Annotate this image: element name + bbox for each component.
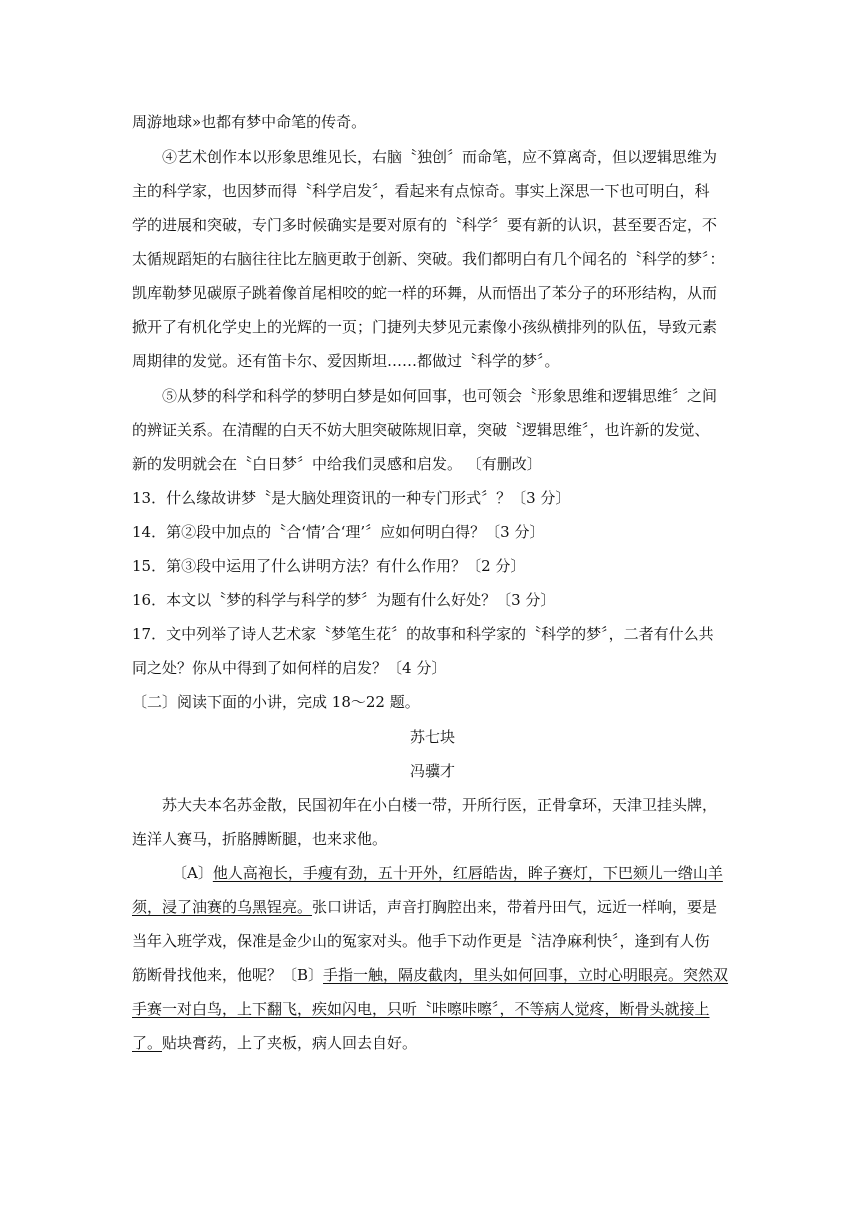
underlined-passage-a: 他人高袍长，手瘦有劲，五十开外，红唇皓齿，眸子赛灯，下巴颏儿一绺山羊 — [212, 864, 723, 882]
paragraph-4-line-7: 周期律的发觉。还有笛卡尔、爱因斯坦……都做过〝科学的梦〞。 — [132, 352, 560, 370]
paragraph-4-line-6: 掀开了有机化学史上的光辉的一页；门捷列夫梦见元素像小孩纵横排列的队伍，导致元素 — [132, 318, 718, 336]
question-13: 13．什么缘故讲梦〝是大脑处理资讯的一种专门形式〞？〔3 分〕 — [132, 489, 571, 507]
story-title: 苏七块 — [409, 728, 455, 746]
story-paragraph-2-line-5 — [132, 999, 710, 1019]
marker-b: 筋断骨找他来，他呢？〔B〕 — [132, 966, 324, 984]
paragraph-4-line-2: 主的科学家，也因梦而得〝科学启发〞，看起来有点惊奇。事实上深思一下也可明白，科 — [132, 182, 710, 200]
paragraph-4-line-4: 太循规蹈矩的右脑往往比左脑更敢于创新、突破。我们都明白有几个闻名的〝科学的梦〞： — [132, 250, 725, 268]
paragraph-5-line-1: ⑤从梦的科学和科学的梦明白梦是如何回事，也可领会〝形象思维和逻辑思维〞之间 — [162, 387, 718, 405]
underlined-passage-b: 手指一触，隔皮截肉，里头如何回事，立时心明眼亮。突然双 — [323, 966, 729, 984]
story-paragraph-2-line-4 — [132, 965, 728, 985]
story-paragraph-2-line-6 — [132, 1033, 417, 1053]
question-17-line-1: 17．文中列举了诗人艺术家〝梦笔生花〞的故事和科学家的〝科学的梦〞，二者有什么共 — [132, 625, 714, 643]
paragraph-5-line-3: 新的发明就会在〝白日梦〞中给我们灵感和启发。 〔有删改〕 — [132, 455, 542, 473]
story-paragraph-1-line-1: 苏大夫本名苏金散，民国初年在小白楼一带，开所行医，正骨拿环，天津卫挂头牌， — [162, 796, 718, 814]
story-paragraph-2-line-2 — [132, 897, 717, 917]
story-author: 冯骥才 — [409, 762, 455, 780]
question-16: 16．本文以〝梦的科学与科学的梦〞为题有什么好处？〔3 分〕 — [132, 591, 556, 609]
section-2-intro: 〔二〕阅读下面的小讲，完成 18～22 题。 — [132, 693, 420, 711]
question-15: 15．第③段中运用了什么讲明方法？有什么作用？〔2 分〕 — [132, 557, 526, 575]
paragraph-4-line-3: 学的进展和突破，专门多时候确实是要对原有的〝科学〞要有新的认识，甚至要否定，不 — [132, 216, 718, 234]
paragraph-3-end: 周游地球»也都有梦中命笔的传奇。 — [132, 113, 367, 131]
story-text: 贴块膏药，上了夹板，病人回去自好。 — [162, 1034, 418, 1052]
story-text: 张口讲话，声音打胸腔出来，带着丹田气，远近一样响，要是 — [312, 898, 718, 916]
underlined-passage-b-middle: 手赛一对白鸟，上下翻飞，疾如闪电，只听〝咔嚓咔嚓〞，不等病人觉疼，断骨头就接上 — [132, 1000, 710, 1018]
story-paragraph-2-line-3: 当年入班学戏，保准是金少山的冤家对头。他手下动作更是〝洁净麻利快〞，逢到有人伤 — [132, 932, 710, 950]
paragraph-4-line-5: 凯库勒梦见碳原子跳着像首尾相咬的蛇一样的环舞，从而悟出了苯分子的环形结构，从而 — [132, 284, 718, 302]
story-paragraph-1-line-2: 连洋人赛马，折胳膊断腿，也来求他。 — [132, 830, 388, 848]
underlined-passage-b-end: 了。 — [132, 1034, 163, 1052]
paragraph-4-line-1: ④艺术创作本以形象思维见长，右脑〝独创〞而命笔，应不算离奇，但以逻辑思维为 — [162, 148, 718, 166]
paragraph-5-line-2: 的辨证关系。在清醒的白天不妨大胆突破陈规旧章，突破〝逻辑思维〞，也许新的发觉、 — [132, 421, 710, 439]
question-14: 14．第②段中加点的〝合‘情’合‘理’〞应如何明白得？〔3 分〕 — [132, 523, 545, 541]
marker-a: 〔A〕 — [172, 864, 213, 882]
underlined-passage-a-end: 须，浸了油赛的乌黑锃亮。 — [132, 898, 313, 916]
story-paragraph-2-line-1 — [172, 863, 723, 883]
question-17-line-2: 同之处？你从中得到了如何样的启发？〔4 分〕 — [132, 659, 447, 677]
